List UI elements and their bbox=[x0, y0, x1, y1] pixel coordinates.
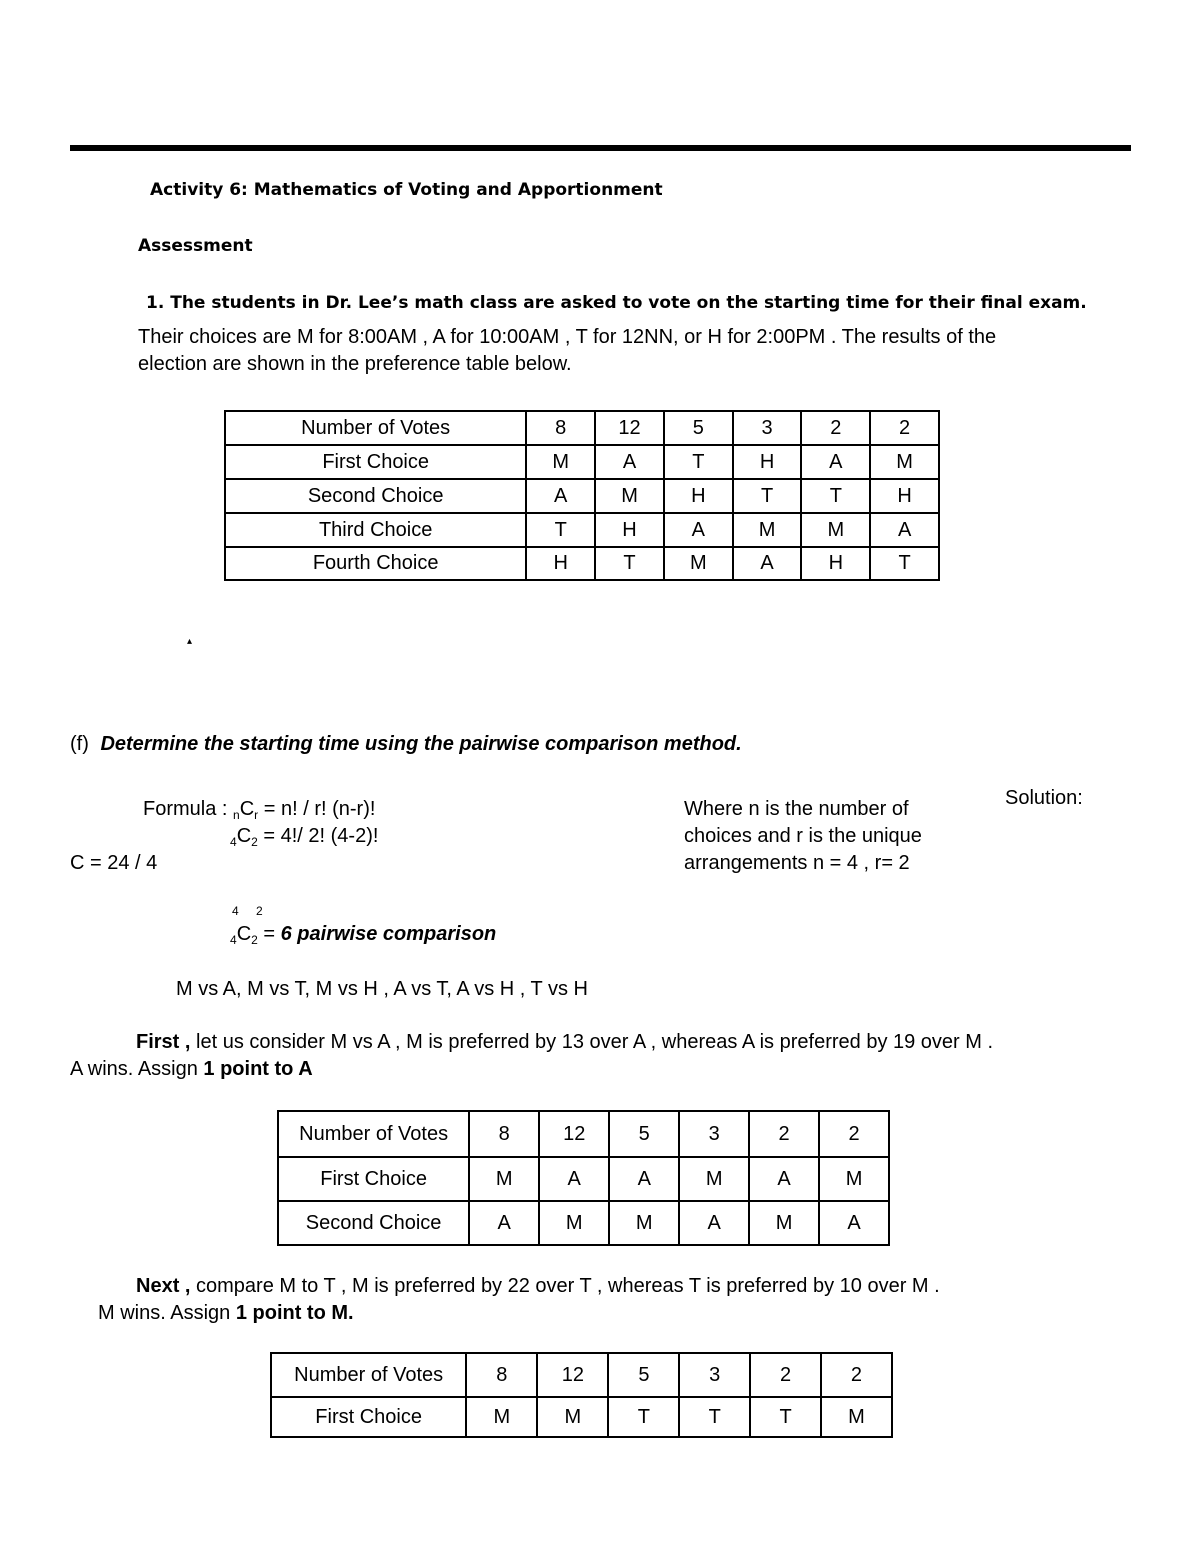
solution-label: Solution: bbox=[1005, 787, 1083, 809]
question-text: The students in Dr. Lee’s math class are asked to vote on the starting time for their final exam. bbox=[170, 293, 1087, 313]
section-heading: Assessment bbox=[138, 236, 253, 256]
table-row bbox=[278, 1201, 889, 1245]
where-line-2: choices and r is the unique bbox=[684, 825, 922, 847]
part-f bbox=[70, 733, 742, 756]
stray-mark: ▴ bbox=[187, 636, 193, 647]
table-cell: 8 bbox=[466, 1353, 537, 1397]
activity-title: Activity 6: Mathematics of Voting and Apportionment bbox=[150, 180, 663, 200]
table-cell: M bbox=[664, 547, 733, 580]
table-cell: M bbox=[801, 513, 870, 547]
table-cell: H bbox=[733, 445, 802, 479]
formula-C: C bbox=[239, 798, 255, 820]
where-line-1: Where n is the number of bbox=[684, 798, 909, 820]
comparisons-list: M vs A, M vs T, M vs H , A vs T, A vs H , T vs H bbox=[176, 978, 588, 1000]
table-cell: 2 bbox=[819, 1111, 889, 1157]
next-result-points: 1 point to M. bbox=[235, 1302, 354, 1324]
table-cell: M bbox=[870, 445, 939, 479]
next-comparison bbox=[136, 1275, 940, 1298]
table-cell: H bbox=[595, 513, 664, 547]
question-number: 1. bbox=[146, 293, 165, 313]
table-cell: 12 bbox=[537, 1353, 608, 1397]
table-cell: 2 bbox=[821, 1353, 892, 1397]
row-label-cell: Number of Votes bbox=[278, 1111, 469, 1157]
sub-2: 2 bbox=[251, 835, 258, 849]
table-cell: M bbox=[526, 445, 595, 479]
table-cell: A bbox=[539, 1157, 609, 1201]
formula-line bbox=[143, 798, 375, 822]
table-cell: T bbox=[750, 1397, 821, 1437]
table-cell: H bbox=[870, 479, 939, 513]
table-cell: A bbox=[749, 1157, 819, 1201]
table-cell: 3 bbox=[679, 1111, 749, 1157]
intro-line-1: Their choices are M for 8:00AM , A for 10:00AM , T for 12NN, or H for 2:00PM . The results of the bbox=[138, 326, 997, 348]
first-text: let us consider M vs A , M is preferred by 13 over A , whereas A is preferred by 19 over M . bbox=[190, 1031, 994, 1053]
row-label-cell: First Choice bbox=[225, 445, 526, 479]
first-comparison bbox=[136, 1031, 993, 1054]
intro-line-2: election are shown in the preference table below. bbox=[138, 353, 572, 375]
part-f-question: Determine the starting time using the pairwise comparison method. bbox=[100, 733, 742, 755]
row-label-cell: Third Choice bbox=[225, 513, 526, 547]
table-cell: A bbox=[609, 1157, 679, 1201]
table-row bbox=[271, 1397, 892, 1437]
table-cell: 3 bbox=[733, 411, 802, 445]
row-label-cell: Fourth Choice bbox=[225, 547, 526, 580]
table-cell: T bbox=[595, 547, 664, 580]
result-4: 4 bbox=[230, 933, 237, 947]
first-result-text: A wins. Assign bbox=[70, 1058, 204, 1080]
table-cell: T bbox=[870, 547, 939, 580]
table-cell: 8 bbox=[469, 1111, 539, 1157]
next-result-text: M wins. Assign bbox=[98, 1302, 236, 1324]
result-equals: = bbox=[257, 923, 281, 945]
table-cell: M bbox=[537, 1397, 608, 1437]
row-label-cell: First Choice bbox=[278, 1157, 469, 1201]
part-f-label: (f) bbox=[70, 733, 89, 755]
table-cell: A bbox=[595, 445, 664, 479]
table-row bbox=[225, 547, 939, 580]
table-row bbox=[225, 411, 939, 445]
row-label-cell: Number of Votes bbox=[271, 1353, 466, 1397]
table-cell: T bbox=[526, 513, 595, 547]
row-label-cell: First Choice bbox=[271, 1397, 466, 1437]
table-cell: H bbox=[526, 547, 595, 580]
preference-table bbox=[224, 410, 940, 581]
table-cell: A bbox=[801, 445, 870, 479]
result-2: 2 bbox=[251, 933, 258, 947]
tiny-4: 4 bbox=[232, 904, 239, 918]
first-result-points: 1 point to A bbox=[203, 1058, 313, 1080]
table-cell: M bbox=[679, 1157, 749, 1201]
sub-C: C bbox=[236, 825, 252, 847]
first-lead: First , bbox=[136, 1031, 191, 1053]
formula-rhs: = n! / r! (n-r)! bbox=[258, 798, 376, 820]
table-cell: M bbox=[539, 1201, 609, 1245]
table-cell: H bbox=[801, 547, 870, 580]
first-result bbox=[70, 1058, 313, 1081]
formula-n-subscript: n bbox=[233, 808, 240, 822]
table-cell: A bbox=[733, 547, 802, 580]
next-result bbox=[98, 1302, 354, 1325]
table-cell: M bbox=[821, 1397, 892, 1437]
next-text: compare M to T , M is preferred by 22 over T , whereas T is preferred by 10 over M . bbox=[190, 1275, 940, 1297]
table-cell: 5 bbox=[664, 411, 733, 445]
table-cell: A bbox=[469, 1201, 539, 1245]
table-cell: 5 bbox=[609, 1111, 679, 1157]
table-cell: 2 bbox=[750, 1353, 821, 1397]
header-rule bbox=[70, 145, 1131, 151]
sub-4: 4 bbox=[230, 835, 237, 849]
table-cell: M bbox=[469, 1157, 539, 1201]
table-cell: M bbox=[466, 1397, 537, 1437]
table-cell: T bbox=[801, 479, 870, 513]
table-cell: M bbox=[609, 1201, 679, 1245]
table-cell: 2 bbox=[870, 411, 939, 445]
table-cell: M bbox=[749, 1201, 819, 1245]
table-cell: A bbox=[819, 1201, 889, 1245]
table-cell: 12 bbox=[539, 1111, 609, 1157]
row-label-cell: Second Choice bbox=[278, 1201, 469, 1245]
formula-label: Formula : bbox=[143, 798, 228, 820]
formula-substitution bbox=[230, 825, 378, 849]
table-cell: 2 bbox=[749, 1111, 819, 1157]
result-value: 6 pairwise comparison bbox=[280, 923, 497, 945]
table-cell: H bbox=[664, 479, 733, 513]
row-label-cell: Number of Votes bbox=[225, 411, 526, 445]
table-row bbox=[225, 445, 939, 479]
formula-r-subscript: r bbox=[254, 808, 259, 822]
table-cell: M bbox=[595, 479, 664, 513]
table-cell: T bbox=[679, 1397, 750, 1437]
next-lead: Next , bbox=[136, 1275, 191, 1297]
question-1 bbox=[146, 293, 1087, 313]
table-cell: T bbox=[608, 1397, 679, 1437]
table-cell: A bbox=[679, 1201, 749, 1245]
table-row bbox=[225, 513, 939, 547]
table-cell: M bbox=[819, 1157, 889, 1201]
table-row bbox=[278, 1157, 889, 1201]
table-cell: 3 bbox=[679, 1353, 750, 1397]
table-cell: T bbox=[664, 445, 733, 479]
formula-result bbox=[230, 923, 496, 947]
table-cell: 12 bbox=[595, 411, 664, 445]
table-row bbox=[271, 1353, 892, 1397]
table-cell: A bbox=[664, 513, 733, 547]
table-cell: A bbox=[526, 479, 595, 513]
table-cell: 2 bbox=[801, 411, 870, 445]
m-vs-a-table bbox=[277, 1110, 890, 1246]
row-label-cell: Second Choice bbox=[225, 479, 526, 513]
m-vs-t-table bbox=[270, 1352, 893, 1438]
substitution-rhs: = 4!/ 2! (4-2)! bbox=[257, 825, 379, 847]
tiny-2: 2 bbox=[256, 904, 263, 918]
table-cell: 5 bbox=[608, 1353, 679, 1397]
table-cell: 8 bbox=[526, 411, 595, 445]
result-C: C bbox=[236, 923, 252, 945]
formula-division: C = 24 / 4 bbox=[70, 852, 158, 874]
table-row bbox=[278, 1111, 889, 1157]
table-cell: A bbox=[870, 513, 939, 547]
table-cell: M bbox=[733, 513, 802, 547]
table-cell: T bbox=[733, 479, 802, 513]
where-line-3: arrangements n = 4 , r= 2 bbox=[684, 852, 910, 874]
table-row bbox=[225, 479, 939, 513]
